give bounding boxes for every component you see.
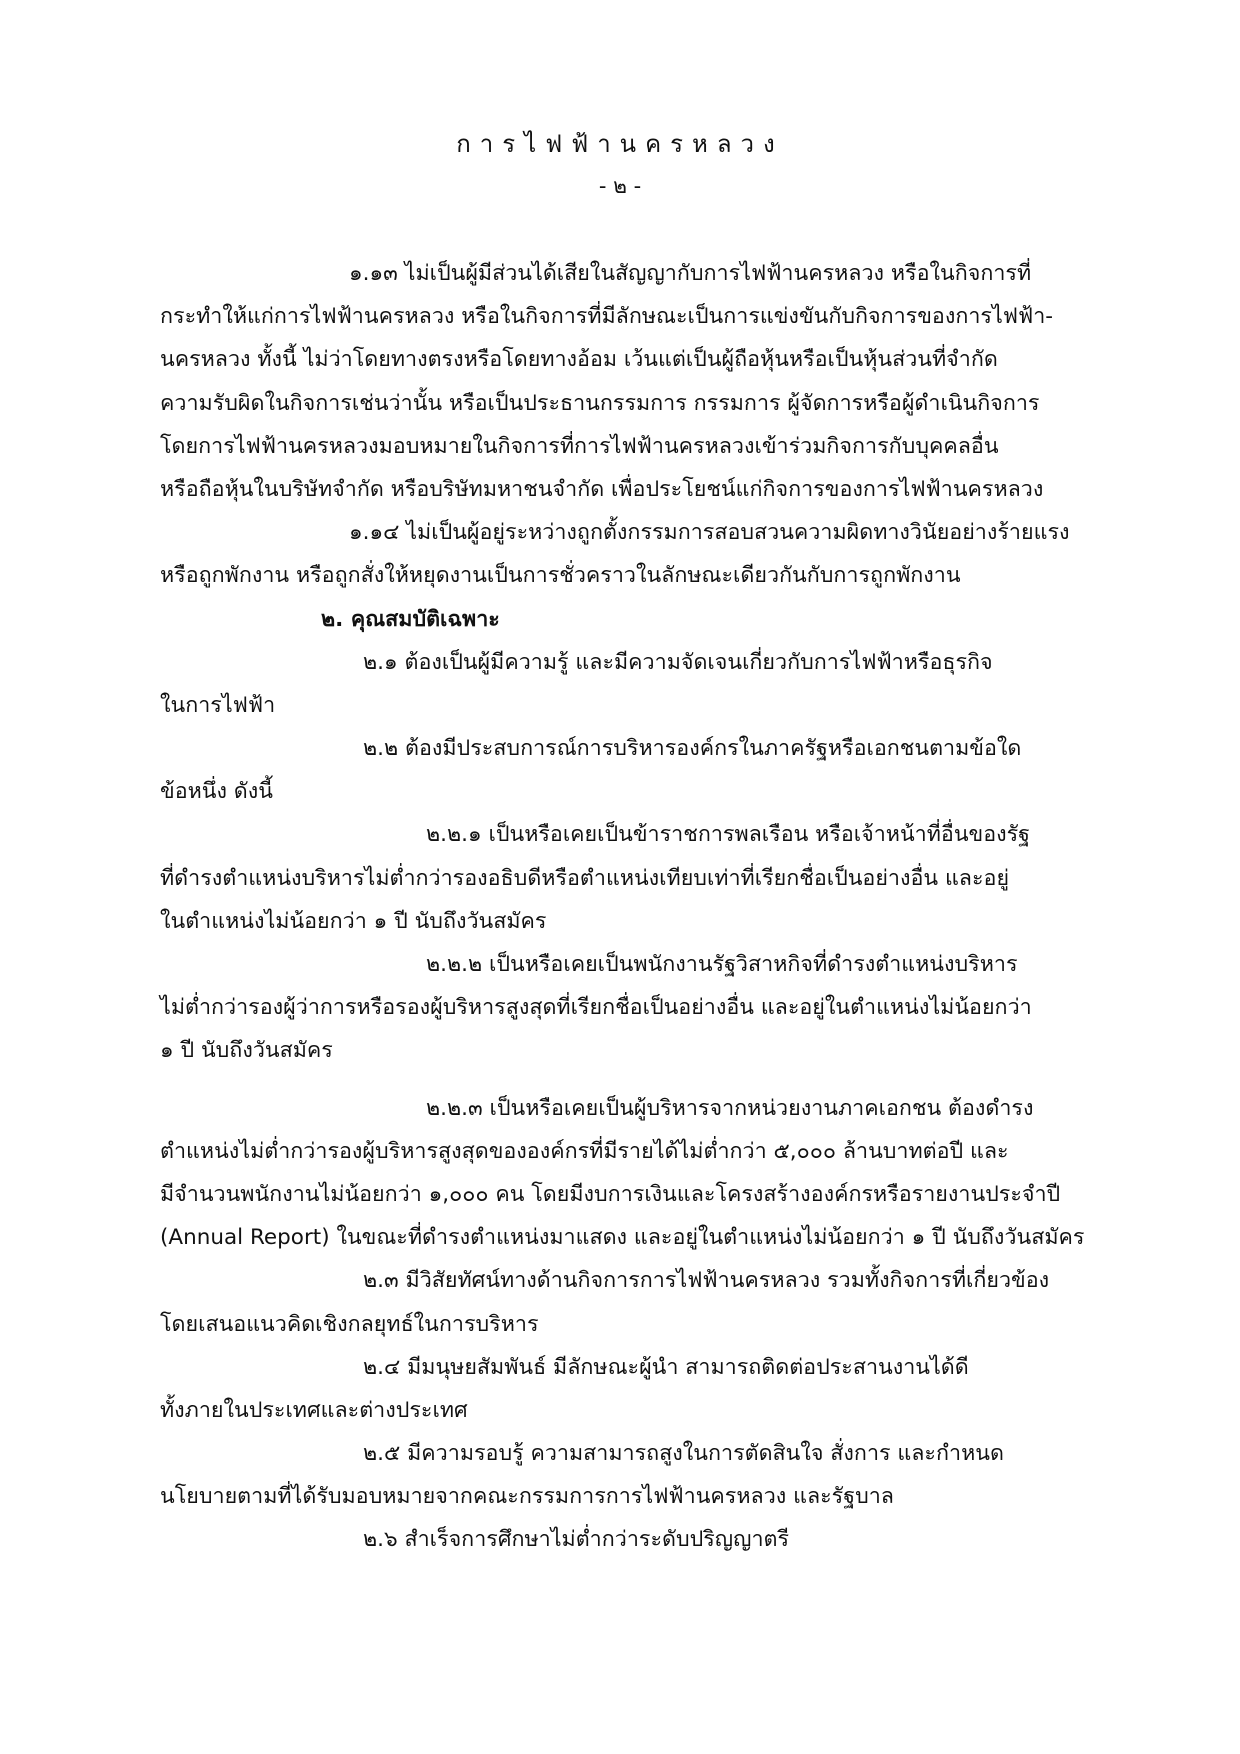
clause-2-4-line-1: ๒.๔ มีมนุษยสัมพันธ์ มีลักษณะผู้นำ สามารถติดต่อประสานงานได้ดี — [363, 1354, 969, 1380]
clause-2-2-line-2: ข้อหนึ่ง ดังนี้ — [160, 779, 273, 805]
section-2-heading: ๒. คุณสมบัติเฉพาะ — [321, 606, 500, 632]
clause-1-13-line-1: ๑.๑๓ ไม่เป็นผู้มีส่วนได้เสียในสัญญากับการไฟฟ้านครหลวง หรือในกิจการที่ — [349, 261, 1032, 286]
clause-1-13-line-5: โดยการไฟฟ้านครหลวงมอบหมายในกิจการที่การไฟฟ้านครหลวงเข้าร่วมกิจการกับบุคคลอื่น — [160, 433, 999, 459]
clause-2-2-3-line-3: มีจำนวนพนักงานไม่น้อยกว่า ๑,๐๐๐ คน โดยมีงบการเงินและโครงสร้างองค์กรหรือรายงานประจำปี — [160, 1181, 1061, 1207]
clause-2-1-line-1: ๒.๑ ต้องเป็นผู้มีความรู้ และมีความจัดเจนเกี่ยวกับการไฟฟ้าหรือธุรกิจ — [363, 649, 993, 675]
clause-2-2-1-line-3: ในตำแหน่งไม่น้อยกว่า ๑ ปี นับถึงวันสมัคร — [160, 908, 547, 934]
clause-2-2-2-line-2: ไม่ต่ำกว่ารองผู้ว่าการหรือรองผู้บริหารสูงสุดที่เรียกชื่อเป็นอย่างอื่น และอยู่ในตำแหน่งไม่น้อยกว่า — [160, 995, 1032, 1021]
clause-1-13-line-6: หรือถือหุ้นในบริษัทจำกัด หรือบริษัทมหาชนจำกัด เพื่อประโยชน์แก่กิจการของการไฟฟ้านครหลวง — [160, 476, 1044, 502]
clause-1-13-line-2: กระทำให้แก่การไฟฟ้านครหลวง หรือในกิจการที่มีลักษณะเป็นการแข่งขันกับกิจการของการไฟฟ้า- — [160, 304, 1054, 330]
paragraph-gap — [160, 1073, 1145, 1087]
clause-1-14-line-2: หรือถูกพักงาน หรือถูกสั่งให้หยุดงานเป็นการชั่วคราวในลักษณะเดียวกันกับการถูกพักงาน — [160, 563, 961, 589]
clause-1-14-line-1: ๑.๑๔ ไม่เป็นผู้อยู่ระหว่างถูกตั้งกรรมการสอบสวนความผิดทางวินัยอย่างร้ายแรง — [349, 520, 1070, 546]
clause-2-2-2-line-3: ๑ ปี นับถึงวันสมัคร — [160, 1038, 333, 1064]
document-body — [160, 252, 1145, 1562]
clause-2-2-2-line-1: ๒.๒.๒ เป็นหรือเคยเป็นพนักงานรัฐวิสาหกิจที่ดำรงตำแหน่งบริหาร — [426, 952, 1018, 977]
clause-2-3-line-2: โดยเสนอแนวคิดเชิงกลยุทธ์ในการบริหาร — [160, 1311, 539, 1337]
clause-2-3-line-1: ๒.๓ มีวิสัยทัศน์ทางด้านกิจการการไฟฟ้านครหลวง รวมทั้งกิจการที่เกี่ยวข้อง — [363, 1268, 1050, 1294]
organization-header: การไฟฟ้านครหลวง — [456, 130, 784, 158]
clause-2-5-line-2: นโยบายตามที่ได้รับมอบหมายจากคณะกรรมการการไฟฟ้านครหลวง และรัฐบาล — [160, 1484, 894, 1510]
clause-2-2-3-line-4: (Annual Report) ในขณะที่ดำรงตำแหน่งมาแสดง และอยู่ในตำแหน่งไม่น้อยกว่า ๑ ปี นับถึงวันสมัคร — [160, 1225, 1085, 1251]
clause-2-2-3-line-2: ตำแหน่งไม่ต่ำกว่ารองผู้บริหารสูงสุดขององค์กรที่มีรายได้ไม่ต่ำกว่า ๕,๐๐๐ ล้านบาทต่อปี และ — [160, 1138, 1009, 1164]
clause-2-4-line-2: ทั้งภายในประเทศและต่างประเทศ — [160, 1397, 468, 1423]
clause-2-6-line-1: ๒.๖ สำเร็จการศึกษาไม่ต่ำกว่าระดับปริญญาตรี — [363, 1527, 790, 1553]
clause-2-2-line-1: ๒.๒ ต้องมีประสบการณ์การบริหารองค์กรในภาครัฐหรือเอกชนตามข้อใด — [363, 736, 1022, 762]
clause-2-1-line-2: ในการไฟฟ้า — [160, 692, 276, 718]
clause-2-5-line-1: ๒.๕ มีความรอบรู้ ความสามารถสูงในการตัดสินใจ สั่งการ และกำหนด — [363, 1441, 1004, 1467]
clause-2-2-3-line-1: ๒.๒.๓ เป็นหรือเคยเป็นผู้บริหารจากหน่วยงานภาคเอกชน ต้องดำรง — [426, 1095, 1034, 1121]
clause-1-13-line-4: ความรับผิดในกิจการเช่นว่านั้น หรือเป็นประธานกรรมการ กรรมการ ผู้จัดการหรือผู้ดำเนินกิจการ — [160, 390, 1040, 416]
clause-1-13-line-3: นครหลวง ทั้งนี้ ไม่ว่าโดยทางตรงหรือโดยทางอ้อม เว้นแต่เป็นผู้ถือหุ้นหรือเป็นหุ้นส่วนที่จำกัด — [160, 347, 998, 373]
clause-2-2-1-line-1: ๒.๒.๑ เป็นหรือเคยเป็นข้าราชการพลเรือน หรือเจ้าหน้าที่อื่นของรัฐ — [426, 822, 1031, 848]
page-number: - ๒ - — [598, 174, 642, 198]
clause-2-2-1-line-2: ที่ดำรงตำแหน่งบริหารไม่ต่ำกว่ารองอธิบดีหรือตำแหน่งเทียบเท่าที่เรียกชื่อเป็นอย่างอื่น และอยู่ — [160, 865, 1010, 891]
